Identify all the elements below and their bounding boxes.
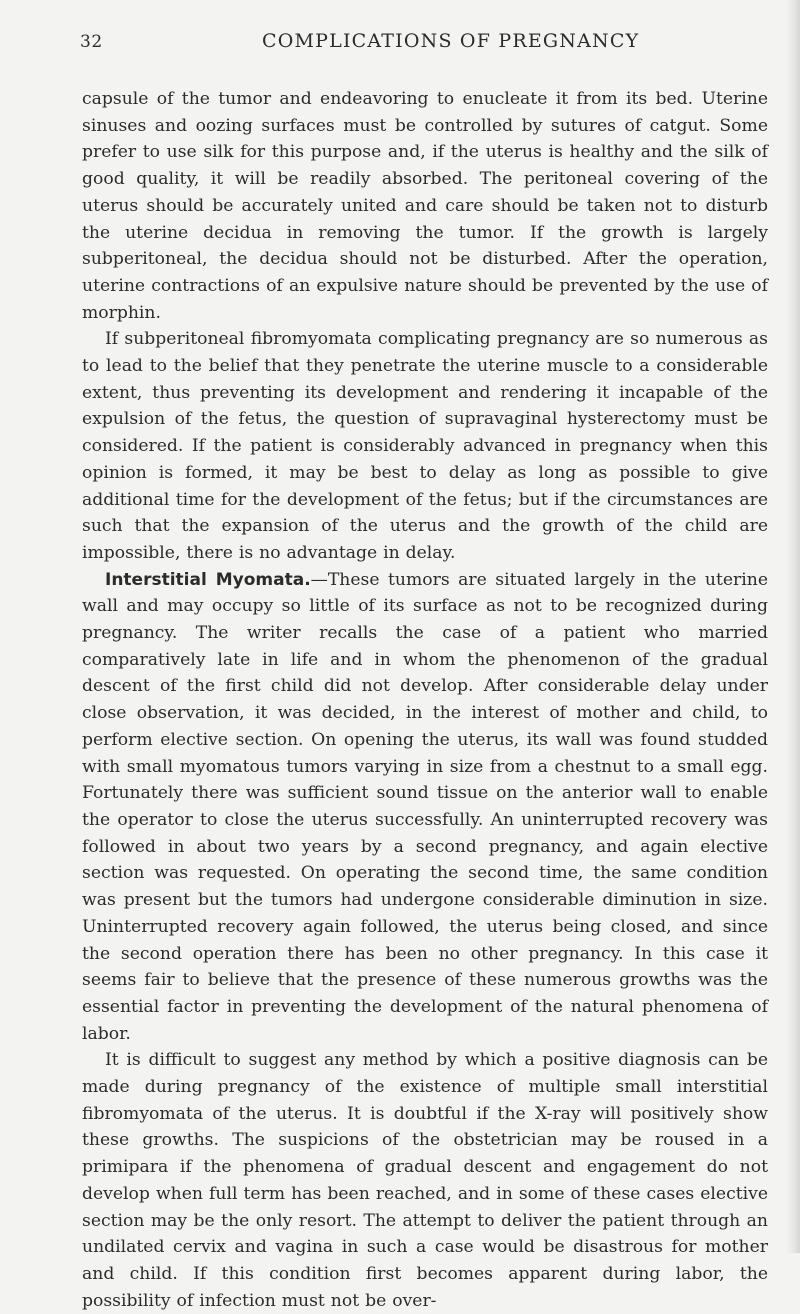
running-head: COMPLICATIONS OF PREGNANCY — [262, 30, 640, 52]
page-header — [82, 30, 768, 64]
body-text — [82, 86, 768, 1314]
paragraph-capsule: capsule of the tumor and endeavoring to enucleate it from its bed. Uterine sinuses and oozing surfaces must be controlled by sutures of catgut. Some prefer to use silk for this purpose and, if the uterus is healthy and the silk of good quality, it will be readily absorbed. The peritoneal covering of the uterus should be accurately united and care should be taken not to disturb the uterine decidua in removing the tumor. If the growth is largely subperitoneal, the decidua should not be disturbed. After the operation, uterine contractions of an expulsive nature should be prevented by the use of morphin. — [82, 89, 768, 323]
paragraph-subperitoneal: If subperitoneal fibromyomata complicating pregnancy are so numerous as to lead to the belief that they penetrate the uterine muscle to a considerable extent, thus preventing its development and rendering it incapable of the expulsion of the fetus, the question of supravaginal hysterectomy must be considered. If the patient is considerably advanced in pregnancy when this opinion is formed, it may be best to delay as long as possible to give additional time for the development of the fetus; but if the circumstances are such that the expansion of the uterus and the growth of the child are impossible, there is no advantage in delay. — [82, 329, 768, 563]
paragraph-interstitial-text: —These tumors are situated largely in the uterine wall and may occupy so little of its surface as not to be recognized during pregnancy. The writer recalls the case of a patient who married comparatively late in life and in whom the phenomenon of the gradual descent of the first child did not develop. After considerable delay under close observation, it was decided, in the interest of mother and child, to perform elective section. On opening the uterus, its wall was found studded with small myomatous tumors varying in size from a chestnut to a small egg. Fortunately there was sufficient sound tissue on the anterior wall to enable the operator to close the uterus successfully. An uninterrupted recovery was followed in about two years by a second pregnancy, and again elective section was requested. On operating the second time, the same condition was present but the tumors had undergone considerable diminution in size. Uninterrupted recovery again followed, the uterus being closed, and since the second operation there has been no other pregnancy. In this case it seems fair to believe that the presence of these numerous growths was the essential factor in preventing the development of the natural phenomena of labor. — [82, 569, 768, 1044]
paragraph-diagnosis: It is difficult to suggest any method by which a positive diagnosis can be made during pregnancy of the existence of multiple small interstitial fibromyomata of the uterus. It is doubtful if the X-ray will positively show these growths. The suspicions of the obstetrician may be roused in a primipara if the phenomena of gradual descent and engagement do not develop when full term has been reached, and in some of these cases elective section may be the only resort. The attempt to deliver the patient through an undilated cervix and vagina in such a case would be disastrous for mother and child. If this condition first becomes apparent during labor, the possibility of infection must not be over- — [82, 1050, 768, 1311]
page-number: 32 — [80, 32, 103, 52]
paragraph-interstitial — [82, 567, 768, 1048]
page-edge-shadow — [786, 0, 800, 1253]
section-heading-interstitial-myomata: Interstitial Myomata. — [105, 569, 311, 590]
